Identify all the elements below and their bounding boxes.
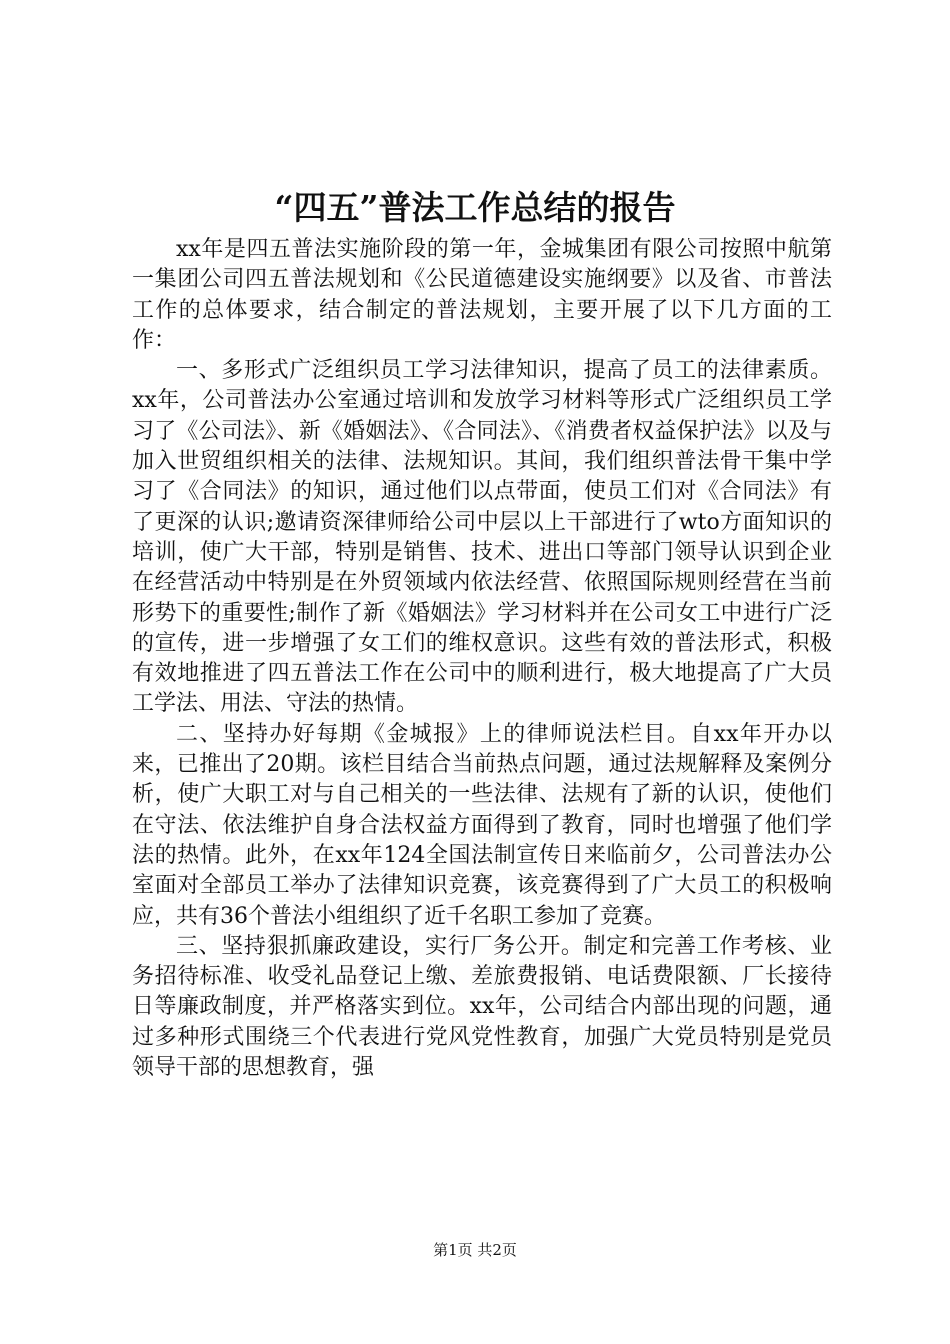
paragraph-section-3: 三、坚持狠抓廉政建设，实行厂务公开。制定和完善工作考核、业务招待标准、收受礼品登记上缴、差旅费报销、电话费限额、厂长接待日等廉政制度，并严格落实到位。xx年，公司结合内部出现的问题，通过多种形式围绕三个代表进行党风党性教育，加强广大党员特别是党员领导干部的思想教育，强 xyxy=(132,933,832,1081)
paragraph-section-1: 一、多形式广泛组织员工学习法律知识，提高了员工的法律素质。xx年，公司普法办公室通过培训和发放学习材料等形式广泛组织员工学习了《公司法》、新《婚姻法》、《合同法》、《消费者权益保护法》以及与加入世贸组织相关的法律、法规知识。其间，我们组织普法骨干集中学习了《合同法》的知识，通过他们以点带面，使员工们对《合同法》有了更深的认识;邀请资深律师给公司中层以上干部进行了wto方面知识的培训，使广大干部，特别是销售、技术、进出口等部门领导认识到企业在经营活动中特别是在外贸领域内依法经营、依照国际规则经营在当前形势下的重要性;制作了新《婚姻法》学习材料并在公司女工中进行广泛的宣传，进一步增强了女工们的维权意识。这些有效的普法形式，积极有效地推进了四五普法工作在公司中的顺利进行，极大地提高了广大员工学法、用法、守法的热情。 xyxy=(132,358,832,717)
paragraph-section-2: 二、坚持办好每期《金城报》上的律师说法栏目。自xx年开办以来，已推出了20期。该栏目结合当前热点问题，通过法规解释及案例分析，使广大职工对与自己相关的一些法律、法规有了新的认识，使他们在守法、依法维护自身合法权益方面得到了教育，同时也增强了他们学法的热情。此外，在xx年124全国法制宣传日来临前夕，公司普法办公室面对全部员工举办了法律知识竞赛，该竞赛得到了广大员工的积极响应，共有36个普法小组组织了近千名职工参加了竞赛。 xyxy=(132,721,832,929)
paragraph-intro: xx年是四五普法实施阶段的第一年，金城集团有限公司按照中航第一集团公司四五普法规划和《公民道德建设实施纲要》以及省、市普法工作的总体要求，结合制定的普法规划，主要开展了以下几方面的工作： xyxy=(132,237,832,353)
document-body xyxy=(132,235,832,1083)
document-title: “四五”普法工作总结的报告 xyxy=(274,188,676,227)
page-number-footer: 第1页 共2页 xyxy=(433,1241,517,1259)
